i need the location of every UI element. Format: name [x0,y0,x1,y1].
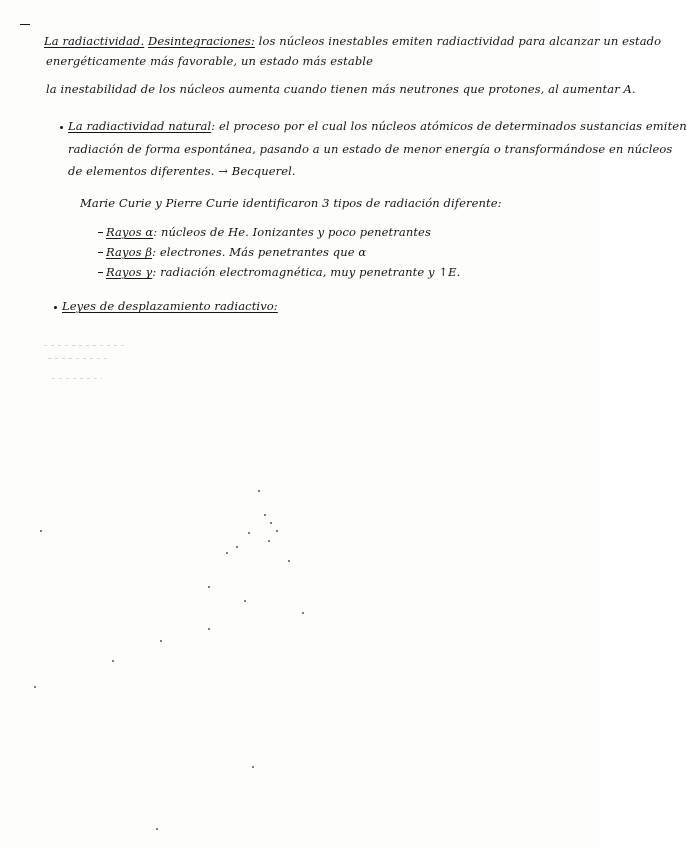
scan-speck [160,640,162,642]
scan-speck [288,560,290,562]
paragraph-line-2: energéticamente más favorable, un estado más estable [46,54,373,68]
list-dash-gamma [98,272,103,273]
scan-speck [40,530,42,532]
ray-gamma-label: Rayos γ [106,265,153,279]
scan-speck [302,612,304,614]
scan-speck [208,586,210,588]
ray-beta-text: : electrones. Más penetrantes que α [152,245,367,259]
ray-gamma-item [106,265,460,279]
bleed-through-mark [48,358,108,359]
ray-gamma-text: : radiación electromagnética, muy penetrante y ↑E. [152,265,461,279]
scan-speck [268,540,270,542]
scan-speck [248,532,250,534]
curie-line: Marie Curie y Pierre Curie identificaron 3 tipos de radiación diferente: [80,196,502,210]
natural-line-2: radiación de forma espontánea, pasando a un estado de menor energía o transformándose en núcleos [68,142,673,156]
ray-alpha-item [106,225,431,239]
bleed-through-mark [44,345,124,346]
laws-title: Leyes de desplazamiento radiactivo: [62,299,278,313]
laws-title-line [62,299,278,313]
scan-speck [264,514,266,516]
scan-speck [270,522,272,524]
scan-speck [258,490,260,492]
bleed-through-mark [52,378,102,379]
scan-speck [226,552,228,554]
heading-subtitle: Desintegraciones: [148,34,255,48]
scan-speck [34,686,36,688]
heading-line [44,34,661,48]
bullet-natural [60,126,63,129]
scan-speck [252,766,254,768]
natural-line-3: de elementos diferentes. → Becquerel. [68,164,296,178]
scan-speck [276,530,278,532]
natural-title: La radiactividad natural [68,119,212,133]
ray-alpha-text: : núcleos de He. Ionizantes y poco penetrantes [153,225,431,239]
scan-speck [156,828,158,830]
scan-speck [208,628,210,630]
scan-speck [244,600,246,602]
ray-beta-label: Rayos β [106,245,153,259]
scan-speck [236,546,238,548]
natural-text: : el proceso por el cual los núcleos atómicos de determinados sustancias emiten [211,119,687,133]
heading-text: los núcleos inestables emiten radiactividad para alcanzar un estado [258,34,662,48]
list-dash-beta [98,252,103,253]
paragraph-line-3: la inestabilidad de los núcleos aumenta cuando tienen más neutrones que protones, al aumentar A. [46,82,636,96]
bullet-laws [54,306,57,309]
list-dash-alpha [98,232,103,233]
margin-dash [20,24,30,25]
scan-speck [112,660,114,662]
natural-line-1 [68,119,687,133]
ray-alpha-label: Rayos α [106,225,154,239]
heading-title: La radiactividad. [44,34,145,48]
ray-beta-item [106,245,366,259]
